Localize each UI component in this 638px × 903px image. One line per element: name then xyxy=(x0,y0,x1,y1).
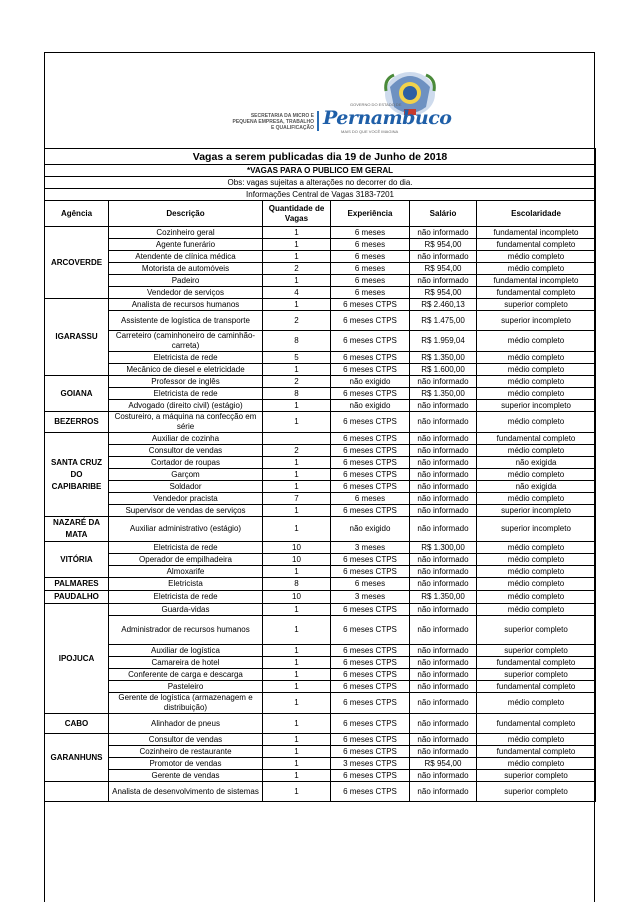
description-cell: Motorista de automóveis xyxy=(109,263,263,275)
description-cell: Agente funerário xyxy=(109,239,263,251)
experience-cell: 3 meses xyxy=(331,542,410,554)
quantity-cell: 8 xyxy=(263,331,331,352)
quantity-cell: 1 xyxy=(263,693,331,714)
experience-cell: 6 meses CTPS xyxy=(331,616,410,645)
education-cell: fundamental completo xyxy=(477,239,596,251)
salary-cell: não informado xyxy=(410,481,477,493)
col-header-experiencia: Experiência xyxy=(331,201,410,227)
quantity-cell: 7 xyxy=(263,493,331,505)
table-row xyxy=(45,388,596,400)
logo-area xyxy=(45,53,594,148)
quantity-cell: 5 xyxy=(263,352,331,364)
experience-cell: 6 meses xyxy=(331,578,410,591)
experience-cell: 3 meses xyxy=(331,591,410,604)
table-row xyxy=(45,591,596,604)
education-cell: médio completo xyxy=(477,388,596,400)
quantity-cell: 1 xyxy=(263,400,331,412)
salary-cell: não informado xyxy=(410,505,477,517)
education-cell: superior completo xyxy=(477,616,596,645)
description-cell: Gerente de logística (armazenagem e distribuição) xyxy=(109,693,263,714)
salary-cell: não informado xyxy=(410,734,477,746)
experience-cell: 6 meses CTPS xyxy=(331,331,410,352)
description-cell: Carreteiro (caminhoneiro de caminhão-carreta) xyxy=(109,331,263,352)
experience-cell: 6 meses CTPS xyxy=(331,364,410,376)
experience-cell: 6 meses CTPS xyxy=(331,770,410,782)
experience-cell: 6 meses CTPS xyxy=(331,433,410,445)
salary-cell: não informado xyxy=(410,412,477,433)
table-row xyxy=(45,445,596,457)
salary-cell: não informado xyxy=(410,657,477,669)
table-row xyxy=(45,782,596,802)
quantity-cell: 1 xyxy=(263,645,331,657)
col-header-quantidade: Quantidade de Vagas xyxy=(263,201,331,227)
experience-cell: 3 meses CTPS xyxy=(331,758,410,770)
experience-cell: 6 meses CTPS xyxy=(331,505,410,517)
quantity-cell: 1 xyxy=(263,566,331,578)
salary-cell: R$ 1.350,00 xyxy=(410,352,477,364)
education-cell: médio completo xyxy=(477,758,596,770)
experience-cell: 6 meses xyxy=(331,239,410,251)
agency-cell: PALMARES xyxy=(45,578,109,591)
table-row xyxy=(45,311,596,331)
spreadsheet-sheet xyxy=(44,52,595,902)
logo-separator xyxy=(317,111,319,131)
description-cell: Cortador de roupas xyxy=(109,457,263,469)
page-title: Vagas a serem publicadas dia 19 de Junho de 2018 xyxy=(45,149,596,165)
experience-cell: 6 meses CTPS xyxy=(331,412,410,433)
quantity-cell: 10 xyxy=(263,591,331,604)
public-notice: *VAGAS PARA O PUBLICO EM GERAL xyxy=(45,165,596,177)
salary-cell: não informado xyxy=(410,227,477,239)
salary-cell: não informado xyxy=(410,578,477,591)
education-cell: superior completo xyxy=(477,669,596,681)
experience-cell: 6 meses xyxy=(331,251,410,263)
table-row xyxy=(45,263,596,275)
salary-cell: R$ 1.600,00 xyxy=(410,364,477,376)
description-cell: Advogado (direito civil) (estágio) xyxy=(109,400,263,412)
experience-cell: 6 meses CTPS xyxy=(331,746,410,758)
table-row xyxy=(45,352,596,364)
table-row xyxy=(45,457,596,469)
experience-cell: 6 meses CTPS xyxy=(331,554,410,566)
education-cell: fundamental completo xyxy=(477,287,596,299)
agency-cell: BEZERROS xyxy=(45,412,109,433)
salary-cell: não informado xyxy=(410,457,477,469)
table-row xyxy=(45,758,596,770)
description-cell: Eletricista de rede xyxy=(109,388,263,400)
salary-cell: não informado xyxy=(410,433,477,445)
experience-cell: não exigido xyxy=(331,400,410,412)
experience-cell: 6 meses CTPS xyxy=(331,604,410,616)
experience-cell: 6 meses CTPS xyxy=(331,352,410,364)
experience-cell: 6 meses CTPS xyxy=(331,299,410,311)
salary-cell: não informado xyxy=(410,493,477,505)
description-cell: Vendedor pracista xyxy=(109,493,263,505)
description-cell: Garçom xyxy=(109,469,263,481)
quantity-cell: 1 xyxy=(263,770,331,782)
table-row xyxy=(45,734,596,746)
table-row xyxy=(45,299,596,311)
table-row xyxy=(45,681,596,693)
salary-cell: R$ 954,00 xyxy=(410,758,477,770)
salary-cell: R$ 1.350,00 xyxy=(410,591,477,604)
education-cell: não exigida xyxy=(477,457,596,469)
table-row xyxy=(45,287,596,299)
table-row xyxy=(45,578,596,591)
description-cell: Analista de recursos humanos xyxy=(109,299,263,311)
description-cell: Costureiro, a máquina na confecção em série xyxy=(109,412,263,433)
description-cell: Consultor de vendas xyxy=(109,734,263,746)
quantity-cell: 4 xyxy=(263,287,331,299)
table-row xyxy=(45,412,596,433)
education-cell: médio completo xyxy=(477,493,596,505)
education-cell: médio completo xyxy=(477,591,596,604)
agency-cell: GOIANA xyxy=(45,376,109,412)
experience-cell: 6 meses CTPS xyxy=(331,681,410,693)
experience-cell: 6 meses CTPS xyxy=(331,734,410,746)
salary-cell: não informado xyxy=(410,566,477,578)
education-cell: superior incompleto xyxy=(477,400,596,412)
table-row xyxy=(45,227,596,239)
education-cell: superior completo xyxy=(477,782,596,802)
table-row xyxy=(45,517,596,542)
salary-cell: não informado xyxy=(410,782,477,802)
quantity-cell: 1 xyxy=(263,457,331,469)
education-cell: médio completo xyxy=(477,331,596,352)
education-cell: médio completo xyxy=(477,578,596,591)
experience-cell: 6 meses CTPS xyxy=(331,657,410,669)
description-cell: Eletricista de rede xyxy=(109,352,263,364)
table-row xyxy=(45,275,596,287)
quantity-cell: 1 xyxy=(263,758,331,770)
description-cell: Analista de desenvolvimento de sistemas xyxy=(109,782,263,802)
education-cell: fundamental completo xyxy=(477,433,596,445)
education-cell: superior incompleto xyxy=(477,311,596,331)
experience-cell: 6 meses CTPS xyxy=(331,714,410,734)
description-cell: Gerente de vendas xyxy=(109,770,263,782)
description-cell: Almoxarife xyxy=(109,566,263,578)
description-cell: Pasteleiro xyxy=(109,681,263,693)
experience-cell: 6 meses xyxy=(331,263,410,275)
state-top-text: GOVERNO DO ESTADO DE xyxy=(350,102,402,107)
table-row xyxy=(45,746,596,758)
quantity-cell: 1 xyxy=(263,239,331,251)
agency-cell: GARANHUNS xyxy=(45,734,109,782)
vacancies-table xyxy=(44,148,596,802)
description-cell: Mecânico de diesel e eletricidade xyxy=(109,364,263,376)
education-cell: médio completo xyxy=(477,566,596,578)
table-row xyxy=(45,376,596,388)
table-row xyxy=(45,251,596,263)
description-cell: Administrador de recursos humanos xyxy=(109,616,263,645)
education-cell: médio completo xyxy=(477,604,596,616)
education-cell: superior completo xyxy=(477,645,596,657)
col-header-descricao: Descrição xyxy=(109,201,263,227)
table-row xyxy=(45,645,596,657)
salary-cell: não informado xyxy=(410,400,477,412)
salary-cell: não informado xyxy=(410,681,477,693)
experience-cell: 6 meses CTPS xyxy=(331,669,410,681)
quantity-cell xyxy=(263,433,331,445)
salary-cell: não informado xyxy=(410,645,477,657)
info-contact: Informações Central de Vagas 3183-7201 xyxy=(45,189,596,201)
description-cell: Supervisor de vendas de serviços xyxy=(109,505,263,517)
table-row xyxy=(45,542,596,554)
experience-cell: não exigido xyxy=(331,376,410,388)
quantity-cell: 8 xyxy=(263,578,331,591)
quantity-cell: 1 xyxy=(263,251,331,263)
description-cell: Soldador xyxy=(109,481,263,493)
description-cell: Auxiliar de cozinha xyxy=(109,433,263,445)
quantity-cell: 1 xyxy=(263,746,331,758)
description-cell: Eletricista xyxy=(109,578,263,591)
education-cell: superior incompleto xyxy=(477,517,596,542)
salary-cell: não informado xyxy=(410,251,477,263)
table-row xyxy=(45,566,596,578)
quantity-cell: 1 xyxy=(263,616,331,645)
experience-cell: 6 meses xyxy=(331,275,410,287)
quantity-cell: 1 xyxy=(263,299,331,311)
description-cell: Professor de inglês xyxy=(109,376,263,388)
education-cell: fundamental incompleto xyxy=(477,275,596,287)
col-header-escolaridade: Escolaridade xyxy=(477,201,596,227)
table-row xyxy=(45,364,596,376)
quantity-cell: 2 xyxy=(263,376,331,388)
salary-cell: não informado xyxy=(410,616,477,645)
salary-cell: R$ 954,00 xyxy=(410,263,477,275)
description-cell: Eletricista de rede xyxy=(109,591,263,604)
education-cell: médio completo xyxy=(477,364,596,376)
salary-cell: R$ 2.460,13 xyxy=(410,299,477,311)
salary-cell: não informado xyxy=(410,746,477,758)
experience-cell: não exigido xyxy=(331,517,410,542)
education-cell: médio completo xyxy=(477,251,596,263)
quantity-cell: 1 xyxy=(263,275,331,287)
quantity-cell: 1 xyxy=(263,505,331,517)
description-cell: Eletricista de rede xyxy=(109,542,263,554)
quantity-cell: 10 xyxy=(263,542,331,554)
salary-cell: R$ 1.475,00 xyxy=(410,311,477,331)
table-row xyxy=(45,693,596,714)
salary-cell: não informado xyxy=(410,604,477,616)
education-cell: médio completo xyxy=(477,734,596,746)
education-cell: superior incompleto xyxy=(477,505,596,517)
experience-cell: 6 meses CTPS xyxy=(331,481,410,493)
table-row xyxy=(45,714,596,734)
quantity-cell: 1 xyxy=(263,681,331,693)
table-row xyxy=(45,554,596,566)
education-cell: fundamental completo xyxy=(477,714,596,734)
table-row xyxy=(45,505,596,517)
quantity-cell: 1 xyxy=(263,227,331,239)
education-cell: fundamental incompleto xyxy=(477,227,596,239)
description-cell: Assistente de logística de transporte xyxy=(109,311,263,331)
agency-cell: ARCOVERDE xyxy=(45,227,109,299)
quantity-cell: 1 xyxy=(263,669,331,681)
salary-cell: R$ 1.959,04 xyxy=(410,331,477,352)
description-cell: Cozinheiro geral xyxy=(109,227,263,239)
quantity-cell: 8 xyxy=(263,388,331,400)
table-row xyxy=(45,400,596,412)
agency-cell: NAZARÉ DA MATA xyxy=(45,517,109,542)
table-row xyxy=(45,657,596,669)
salary-cell: R$ 1.350,00 xyxy=(410,388,477,400)
education-cell: médio completo xyxy=(477,445,596,457)
quantity-cell: 1 xyxy=(263,734,331,746)
description-cell: Atendente de clínica médica xyxy=(109,251,263,263)
description-cell: Camareira de hotel xyxy=(109,657,263,669)
education-cell: superior completo xyxy=(477,299,596,311)
salary-cell: R$ 954,00 xyxy=(410,287,477,299)
education-cell: médio completo xyxy=(477,376,596,388)
salary-cell: não informado xyxy=(410,376,477,388)
pernambuco-logo-text: Pernambuco xyxy=(323,107,452,129)
agency-cell: CABO xyxy=(45,714,109,734)
salary-cell: não informado xyxy=(410,770,477,782)
experience-cell: 6 meses CTPS xyxy=(331,457,410,469)
experience-cell: 6 meses CTPS xyxy=(331,782,410,802)
agency-cell: SANTA CRUZ DO CAPIBARIBE xyxy=(45,433,109,517)
salary-cell: não informado xyxy=(410,669,477,681)
salary-cell: não informado xyxy=(410,275,477,287)
education-cell: não exigida xyxy=(477,481,596,493)
experience-cell: 6 meses xyxy=(331,227,410,239)
quantity-cell: 2 xyxy=(263,263,331,275)
experience-cell: 6 meses CTPS xyxy=(331,445,410,457)
experience-cell: 6 meses CTPS xyxy=(331,645,410,657)
description-cell: Promotor de vendas xyxy=(109,758,263,770)
table-row xyxy=(45,616,596,645)
quantity-cell: 1 xyxy=(263,517,331,542)
education-cell: médio completo xyxy=(477,352,596,364)
experience-cell: 6 meses CTPS xyxy=(331,469,410,481)
quantity-cell: 1 xyxy=(263,604,331,616)
description-cell: Conferente de carga e descarga xyxy=(109,669,263,681)
quantity-cell: 1 xyxy=(263,364,331,376)
table-row xyxy=(45,239,596,251)
education-cell: médio completo xyxy=(477,412,596,433)
quantity-cell: 1 xyxy=(263,714,331,734)
description-cell: Operador de empilhadeira xyxy=(109,554,263,566)
description-cell: Cozinheiro de restaurante xyxy=(109,746,263,758)
agency-cell: VITÓRIA xyxy=(45,542,109,578)
quantity-cell: 1 xyxy=(263,782,331,802)
education-cell: médio completo xyxy=(477,542,596,554)
education-cell: superior completo xyxy=(477,770,596,782)
table-row xyxy=(45,481,596,493)
quantity-cell: 2 xyxy=(263,311,331,331)
description-cell: Padeiro xyxy=(109,275,263,287)
experience-cell: 6 meses xyxy=(331,493,410,505)
description-cell: Auxiliar de logística xyxy=(109,645,263,657)
description-cell: Alinhador de pneus xyxy=(109,714,263,734)
agency-cell xyxy=(45,782,109,802)
description-cell: Auxiliar administrativo (estágio) xyxy=(109,517,263,542)
agency-cell: IPOJUCA xyxy=(45,604,109,714)
education-cell: médio completo xyxy=(477,554,596,566)
quantity-cell: 1 xyxy=(263,412,331,433)
col-header-salario: Salário xyxy=(410,201,477,227)
education-cell: fundamental completo xyxy=(477,746,596,758)
table-row xyxy=(45,433,596,445)
quantity-cell: 1 xyxy=(263,469,331,481)
table-row xyxy=(45,770,596,782)
secretaria-logo-text: SECRETARIA DA MICRO E PEQUENA EMPRESA, TRABALHO E QUALIFICAÇÃO xyxy=(232,113,314,131)
education-cell: médio completo xyxy=(477,693,596,714)
quantity-cell: 1 xyxy=(263,481,331,493)
col-header-agencia: Agência xyxy=(45,201,109,227)
description-cell: Consultor de vendas xyxy=(109,445,263,457)
description-cell: Guarda-vidas xyxy=(109,604,263,616)
salary-cell: não informado xyxy=(410,445,477,457)
salary-cell: não informado xyxy=(410,554,477,566)
quantity-cell: 1 xyxy=(263,657,331,669)
table-row xyxy=(45,331,596,352)
salary-cell: R$ 954,00 xyxy=(410,239,477,251)
state-slogan: MAIS DO QUE VOCÊ IMAGINA xyxy=(341,129,399,134)
description-cell: Vendedor de serviços xyxy=(109,287,263,299)
education-cell: médio completo xyxy=(477,469,596,481)
experience-cell: 6 meses xyxy=(331,287,410,299)
experience-cell: 6 meses CTPS xyxy=(331,566,410,578)
table-row xyxy=(45,669,596,681)
education-cell: médio completo xyxy=(477,263,596,275)
table-row xyxy=(45,493,596,505)
salary-cell: não informado xyxy=(410,714,477,734)
salary-cell: não informado xyxy=(410,693,477,714)
agency-cell: PAUDALHO xyxy=(45,591,109,604)
salary-cell: não informado xyxy=(410,517,477,542)
education-cell: fundamental completo xyxy=(477,657,596,669)
education-cell: fundamental completo xyxy=(477,681,596,693)
agency-cell: IGARASSU xyxy=(45,299,109,376)
experience-cell: 6 meses CTPS xyxy=(331,693,410,714)
table-row xyxy=(45,604,596,616)
salary-cell: não informado xyxy=(410,469,477,481)
obs-note: Obs: vagas sujeitas a alterações no decorrer do dia. xyxy=(45,177,596,189)
quantity-cell: 10 xyxy=(263,554,331,566)
table-row xyxy=(45,469,596,481)
experience-cell: 6 meses CTPS xyxy=(331,388,410,400)
quantity-cell: 2 xyxy=(263,445,331,457)
experience-cell: 6 meses CTPS xyxy=(331,311,410,331)
salary-cell: R$ 1.300,00 xyxy=(410,542,477,554)
